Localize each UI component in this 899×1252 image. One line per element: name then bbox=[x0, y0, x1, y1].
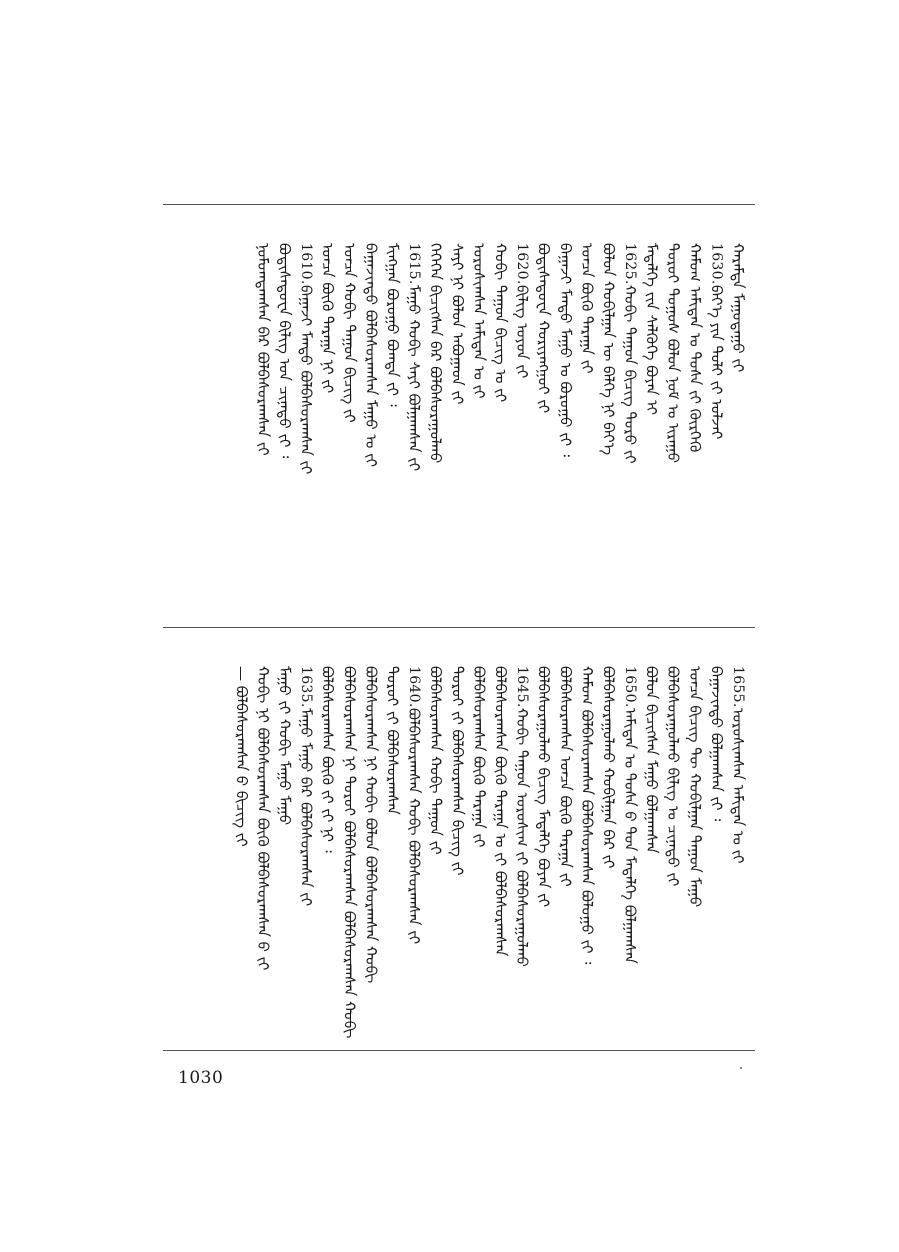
mongolian-verse-text: ᠪᠠᠭᠠᠵᠢ ᠮᠡᠨᠳᠦ ᠮᠠᠭᠤ ᠤ ᠪᠤᠷᠤᠭᠤ ᠶ᠋ᠢ ᠄ bbox=[556, 243, 575, 457]
verse-line bbox=[726, 666, 748, 966]
middle-rule bbox=[163, 627, 755, 628]
line-number: 1625. bbox=[622, 243, 639, 285]
mongolian-verse-text: ᠣᠨᠴᠠ ᠬᠤᠪᠢ ᠳᠠᠭᠤᠨ ᠪᠢᠴᠢᠭ ᠶ᠋ᠢ bbox=[340, 243, 359, 423]
verse-line bbox=[489, 666, 511, 966]
verse-line bbox=[424, 243, 446, 543]
verse-line bbox=[446, 666, 468, 966]
mongolian-verse-text: ᠣᠨᠴᠠ ᠪᠢᠴᠢᠭ ᠲᠦ ᠬᠤᠪᠢᠯᠭᠠᠨ ᠳᠠᠭᠤᠨ ᠮᠠᠭᠤ bbox=[685, 666, 704, 908]
verse-line bbox=[251, 666, 273, 971]
verse-line bbox=[618, 666, 640, 966]
mongolian-verse-text: ᠪᠣᠯᠪᠠᠰᠤᠷᠠᠭᠰᠠᠨ ᠣᠨᠴᠠ ᠪᠦᠬᠦ ᠳᠠᠷᠠᠭᠠ ᠶ᠋ᠢ bbox=[556, 666, 575, 887]
mongolian-verse-text: ᠪᠢᠯᠢᠭ ᠣᠶᠤᠨ ᠶ᠋ᠢ bbox=[513, 285, 532, 379]
top-rule bbox=[163, 204, 755, 205]
line-number: 1630. bbox=[708, 243, 725, 285]
line-number: 1615. bbox=[406, 243, 423, 285]
bottom-rule bbox=[163, 1050, 755, 1051]
mongolian-verse-text: — ᠪᠣᠯᠪᠠᠰᠤᠷᠠᠭᠰᠠᠨ ᠪ ᠪᠢᠴᠢᠭ ᠶ᠋ᠢ bbox=[232, 666, 251, 847]
mongolian-verse-text: ᠬᠠᠮᠤᠭ ᠪᠣᠯᠪᠠᠰᠤᠷᠠᠭᠰᠠᠨ ᠪᠣᠯᠪᠠᠰᠤᠷᠠᠭᠰᠠᠨ ᠪᠣᠯᠤᠭᠤ ᠶ᠋ᠢ ᠄ bbox=[577, 666, 596, 965]
mongolian-verse-text: ᠪᠣᠯᠪᠠᠰᠤᠷᠠᠭᠤᠯᠬᠤ ᠪᠢᠯᠢᠭ ᠤ ᠴᠢᠨᠠᠳᠤ ᠶ᠋ᠢ bbox=[664, 666, 683, 887]
verse-line bbox=[273, 666, 295, 966]
mongolian-verse-text: ᠣᠨᠴᠠ ᠪᠦᠬᠦ ᠳᠠᠷᠠᠭᠠ ᠨᠢ ᠶ᠋ᠢ bbox=[318, 243, 337, 394]
verse-line bbox=[640, 243, 662, 543]
mongolian-verse-text: ᠪᠣᠯᠪᠠᠰᠤᠷᠠᠭᠰᠠᠨ ᠪᠦᠬᠦ ᠶ᠋ᠢ ᠶ᠋ᠢ ᠨᠢ ᠄ bbox=[318, 666, 337, 853]
verse-line bbox=[467, 243, 489, 543]
verse-line bbox=[532, 666, 554, 966]
mongolian-verse-text: ᠪᠣᠯᠪᠠᠰᠤᠷᠠᠭᠰᠠᠨ ᠨᠢ ᠬᠤᠪᠢ ᠪᠣᠯᠤᠨ ᠪᠣᠯᠪᠠᠰᠤᠷᠠᠭᠰᠠᠨ ᠬᠤᠪᠢ bbox=[361, 666, 380, 984]
line-number: 1650. bbox=[622, 666, 639, 708]
verse-line bbox=[424, 666, 446, 966]
verse-line bbox=[338, 243, 360, 543]
verse-line bbox=[662, 666, 684, 966]
mongolian-verse-text: ᠬᠠᠷᠠᠮᠲᠠ ᠮᠠᠭᠤᠳᠠᠭᠤ ᠶ᠋ᠢ bbox=[729, 243, 747, 373]
mongolian-verse-text: ᠪᠠᠭᠠᠵᠢᠨᠳᠤ ᠪᠣᠯᠭᠠᠭᠰᠠᠨ ᠶ᠋ᠢ ᠄ bbox=[707, 666, 726, 822]
verse-line bbox=[446, 243, 468, 543]
mongolian-verse-text: ᠬᠤᠪᠢ ᠨᠢ ᠪᠣᠯᠪᠠᠰᠤᠷᠠᠭᠰᠠᠨ ᠪᠦᠬᠦ ᠪᠣᠯᠪᠠᠰᠤᠷᠠᠭᠰᠠᠨ ᠪ ᠶ᠋ᠢ bbox=[253, 666, 272, 971]
verse-line bbox=[683, 666, 705, 966]
verse-line bbox=[640, 666, 662, 966]
mongolian-verse-text: ᠣᠷᠣᠰᠢᠭᠰᠠᠨ ᠠᠮᠢᠲᠠᠨ ᠤ ᠶ᠋ᠢ bbox=[469, 243, 488, 399]
verse-line bbox=[467, 666, 489, 966]
mongolian-verse-text: ᠪᠣᠳᠢᠰᠠᠳᠤᠸᠠ ᠪᠢᠯᠢᠭ ᠤᠨ ᠴᠢᠨᠠᠳᠤ ᠶ᠋ᠢ ᠄ bbox=[275, 243, 294, 459]
verse-block-top bbox=[208, 243, 748, 543]
verse-line bbox=[597, 243, 619, 543]
mongolian-verse-text: ᠭᠡᠭᠡᠭᠡᠨ ᠪᠢᠴᠢᠭᠰᠡᠨ ᠪᠡᠷ ᠪᠣᠯᠪᠠᠰᠤᠷᠠᠭᠤᠯᠬᠤ bbox=[426, 243, 445, 464]
verse-line bbox=[381, 243, 403, 543]
verse-line bbox=[597, 666, 619, 966]
verse-line bbox=[273, 243, 295, 543]
mongolian-verse-text: ᠰᠠᠶᠢ ᠨᠢ ᠪᠣᠯᠤᠨ ᠠᠪᠤᠭᠠᠳ ᠶ᠋ᠢ bbox=[448, 243, 467, 405]
scan-speck bbox=[740, 1067, 742, 1069]
mongolian-verse-text: ᠪᠣᠯᠪᠠᠰᠤᠷᠠᠭᠤᠯᠬᠤ ᠬᠤᠪᠢᠯᠭᠠᠨ ᠪᠡᠷ ᠶ᠋ᠢ bbox=[599, 666, 618, 869]
mongolian-verse-text: ᠳᠣᠷᠤᠢ ᠲᠤᠭᠤᠰ ᠪᠣᠯᠤᠨ ᠨᠣᠮ ᠤ ᠢᠷᠠᠭᠤ bbox=[664, 243, 683, 463]
mongolian-verse-text: ᠪᠣᠯᠪᠠᠰᠤᠷᠠᠭᠰᠠᠨ ᠪᠦᠬᠦ ᠳᠠᠷᠠᠭᠠ ᠤ ᠶ᠋ᠢ ᠪᠣᠯᠪᠠᠰᠤᠷᠠᠭᠰᠠᠨ bbox=[491, 666, 510, 957]
verse-line bbox=[251, 243, 273, 543]
verse-line bbox=[510, 243, 532, 543]
line-number: 1655. bbox=[730, 666, 746, 708]
verse-line bbox=[403, 243, 425, 543]
line-number: 1635. bbox=[298, 666, 315, 708]
mongolian-verse-text: ᠨᠣᠮᠤᠭᠳᠠᠭᠰᠠᠨ ᠪᠡᠷ ᠪᠣᠯᠪᠠᠰᠤᠷᠠᠭᠰᠠᠨ ᠶ᠋ᠢ bbox=[253, 243, 272, 456]
verse-line bbox=[381, 666, 403, 966]
mongolian-verse-text: ᠪᠣᠳᠢᠰᠠᠳᠤᠸᠠ ᠬᠤᠷᠢᠶᠠᠩᠭᠤᠢ ᠶ᠋ᠢ bbox=[534, 243, 553, 414]
mongolian-verse-text: ᠪᠣᠯᠪᠠᠰᠤᠷᠠᠭᠰᠠᠨ ᠪᠦᠬᠦ ᠳᠠᠷᠠᠭᠠ ᠶ᠋ᠢ bbox=[469, 666, 488, 848]
verse-line bbox=[403, 666, 425, 966]
line-number: 1610. bbox=[298, 243, 315, 285]
mongolian-verse-text: ᠣᠷᠣᠰᠢᠭᠰᠠᠨ ᠠᠮᠢᠲᠠᠨ ᠤ ᠶ᠋ᠢ bbox=[729, 708, 747, 864]
mongolian-verse-text: ᠮᠠᠭᠤ ᠶ᠋ᠢ ᠬᠤᠪᠢ ᠮᠠᠭᠤ ᠮᠠᠭᠤ bbox=[275, 666, 294, 826]
verse-line bbox=[338, 666, 360, 1039]
mongolian-verse-text: ᠮᠢᠩᠭᠠᠨ ᠪᠣᠷᠣᠭᠤ ᠪᠣᠭᠳᠠ ᠶ᠋ᠢ ᠄ bbox=[383, 243, 402, 407]
verse-line bbox=[554, 666, 576, 966]
verse-line bbox=[359, 666, 381, 984]
verse-line bbox=[316, 243, 338, 543]
mongolian-verse-text: ᠬᠠᠮᠤᠭ ᠠᠮᠢᠲᠠᠨ ᠤ ᠲᠤᠰᠠ ᠶ᠋ᠢ ᠬᠦᠷᠭᠡᠬᠦ bbox=[685, 243, 704, 453]
verse-line bbox=[705, 666, 727, 966]
line-number: 1645. bbox=[514, 666, 531, 708]
line-number: 1640. bbox=[406, 666, 423, 708]
verse-line bbox=[705, 243, 727, 543]
mongolian-verse-text: ᠮᠡᠳᠡᠯᠭᠡ ᠶ᠋ᠢᠨ ᠰᠡᠯᠭᠦᠭᠡ ᠪᠤᠶᠠᠨ ᠢ bbox=[642, 243, 661, 416]
mongolian-verse-text: ᠣᠨᠴᠠ ᠪᠦᠬᠦ ᠳᠠᠷᠠᠭᠠ ᠶ᠋ᠢ bbox=[577, 243, 596, 374]
mongolian-verse-text: ᠬᠤᠪᠢ ᠳᠠᠭᠤᠨ ᠣᠷᠣᠰᠢᠭ ᠶ᠋ᠢ ᠪᠣᠯᠪᠠᠰᠤᠷᠠᠭᠤᠯᠬᠤ bbox=[513, 708, 532, 967]
verse-line bbox=[230, 666, 252, 966]
mongolian-verse-text: ᠠᠮᠢᠲᠠᠨ ᠤ ᠲᠤᠰᠠ ᠪ ᠳᠤᠨ ᠮᠡᠳᠡᠯᠭᠡ ᠪᠣᠯᠭᠠᠭᠰᠠᠨ bbox=[621, 708, 640, 964]
page-number: 1030 bbox=[178, 1068, 224, 1088]
verse-line bbox=[295, 243, 317, 543]
mongolian-verse-text: ᠳᠣᠷᠣᠢ ᠶ᠋ᠢ ᠪᠣᠯᠪᠠᠰᠤᠷᠠᠭᠰᠠᠨ bbox=[383, 666, 402, 815]
verse-line bbox=[662, 243, 684, 543]
verse-line bbox=[726, 243, 748, 543]
mongolian-verse-text: ᠪᠡᠶ᠎ᠡ ᠶᠢᠨ ᠲᠣᠯᠢ ᠶ᠋ᠢ ᠣᠯᠵᠠᠢ bbox=[707, 285, 726, 440]
verse-line bbox=[575, 243, 597, 543]
mongolian-verse-text: ᠮᠠᠭᠤ ᠮᠠᠭᠤ ᠪᠡᠷ ᠪᠣᠯᠪᠠᠰᠤᠷᠠᠭᠰᠠᠨ ᠶ᠋ᠢ bbox=[297, 708, 316, 907]
mongolian-verse-text: ᠬᠤᠪᠢ ᠳᠠᠭᠤᠨ ᠪᠢᠴᠢᠭ ᠳᠣᠷᠣ ᠶ᠋ᠢ bbox=[621, 285, 640, 464]
verse-block-bottom bbox=[208, 666, 748, 1039]
mongolian-verse-text: ᠮᠠᠭᠤ ᠬᠤᠪᠢ ᠰᠠᠶᠢ ᠪᠣᠯᠭᠠᠭᠰᠠᠨ ᠶ᠋ᠢ bbox=[405, 285, 424, 472]
verse-line bbox=[554, 243, 576, 543]
mongolian-verse-text: ᠪᠣᠯᠤᠨ ᠬᠤᠪᠢᠯᠭᠠᠨ ᠦ ᠪᠡᠯᠭᠡ ᠨᠢ ᠪᠡᠶ᠎ᠡ bbox=[599, 243, 618, 456]
mongolian-verse-text: ᠪᠠᠭᠠᠵᠢ ᠮᠡᠨᠳᠦ ᠪᠣᠯᠪᠠᠰᠤᠷᠠᠭᠰᠠᠨ ᠶ᠋ᠢ bbox=[297, 285, 316, 475]
verse-line bbox=[295, 666, 317, 966]
verse-line bbox=[532, 243, 554, 543]
mongolian-verse-text: ᠪᠠᠭᠠᠵᠢᠨᠳᠤ ᠪᠣᠯᠪᠠᠰᠤᠷᠠᠭᠰᠠᠨ ᠮᠠᠭᠤ ᠤ ᠶ᠋ᠢ bbox=[361, 243, 380, 468]
verse-line bbox=[618, 243, 640, 543]
verse-line bbox=[489, 243, 511, 543]
verse-line bbox=[316, 666, 338, 966]
mongolian-verse-text: ᠪᠣᠯᠤᠨ ᠪᠢᠴᠢᠭᠰᠡᠨ ᠮᠠᠭᠤ ᠪᠣᠯᠭᠠᠭᠰᠠᠨ bbox=[642, 666, 661, 854]
mongolian-verse-text: ᠳᠣᠷᠣᠢ ᠶ᠋ᠢ ᠪᠣᠯᠪᠠᠰᠤᠷᠠᠭᠰᠠᠨ ᠪᠢᠴᠢᠭ ᠶ᠋ᠢ bbox=[448, 666, 467, 876]
mongolian-verse-text: ᠪᠣᠯᠪᠠᠰᠤᠷᠠᠭᠰᠠᠨ ᠬᠤᠪᠢ ᠳᠠᠭᠤᠨ ᠶ᠋ᠢ bbox=[426, 666, 445, 855]
mongolian-verse-text: ᠬᠤᠪᠢ ᠳᠠᠭᠤᠨ ᠪᠢᠴᠢᠭ ᠤ ᠶ᠋ᠢ bbox=[491, 243, 510, 403]
mongolian-verse-text: ᠪᠣᠯᠪᠠᠰᠤᠷᠠᠭᠰᠠᠨ ᠬᠤᠪᠢ ᠪᠣᠯᠪᠠᠰᠤᠷᠠᠭᠰᠠᠨ ᠶ᠋ᠢ bbox=[405, 708, 424, 945]
verse-line bbox=[359, 243, 381, 543]
mongolian-verse-text: ᠪᠣᠯᠪᠠᠰᠤᠷᠠᠭᠰᠠᠨ ᠨᠢ ᠳᠣᠷᠣᠢ ᠪᠣᠯᠪᠠᠰᠤᠷᠠᠭᠰᠠᠨ ᠪᠣᠯᠪᠠᠰᠤᠷᠠᠭᠰᠠᠨ ᠬᠤᠪᠢ bbox=[340, 666, 359, 1039]
mongolian-verse-text: ᠪᠣᠯᠪᠠᠰᠤᠷᠠᠭᠤᠯᠬᠤ ᠪᠢᠴᠢᠭ ᠮᠡᠳᠡᠯᠭᠡ ᠪᠤᠶᠠᠨ ᠶ᠋ᠢ bbox=[534, 666, 553, 907]
line-number: 1620. bbox=[514, 243, 531, 285]
verse-line bbox=[575, 666, 597, 966]
verse-line bbox=[683, 243, 705, 543]
verse-line bbox=[510, 666, 532, 966]
